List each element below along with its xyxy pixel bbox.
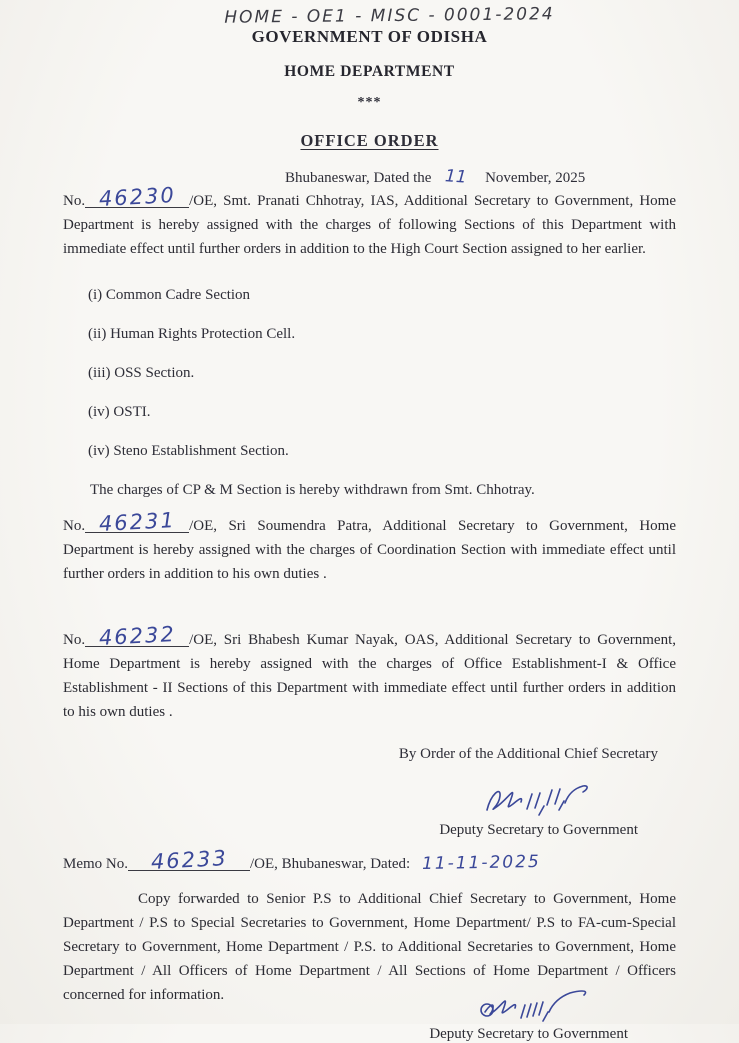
- signatory-title-1: Deputy Secretary to Government: [439, 822, 638, 838]
- handwritten-memo-date: 11-11-2025: [422, 851, 542, 875]
- memo-number-slot: [128, 846, 250, 874]
- order-1-no-label: No.: [63, 193, 86, 209]
- order-paragraph-2: [63, 508, 676, 586]
- by-order-line: By Order of the Additional Chief Secretary: [398, 746, 658, 762]
- order-1-body: /OE, Smt. Pranati Chhotray, IAS, Additional Secretary to Government, Home Department is hereby assigned with the charges of following Sections of this Department with immediate effect until further orders in addition to the High Court Section assigned to her earlier.: [63, 193, 676, 257]
- sections-list: [63, 283, 676, 463]
- order-paragraph-3: [63, 622, 676, 724]
- order-1-number-slot: [85, 183, 189, 211]
- handwritten-memo-number: 46233: [149, 846, 228, 874]
- memo-label: Memo No.: [63, 856, 128, 872]
- order-paragraph-1: [63, 183, 676, 261]
- handwritten-order-number-2: 46231: [98, 508, 177, 536]
- handwritten-order-number-3: 46232: [98, 622, 177, 650]
- handwritten-order-number-1: 46230: [98, 183, 177, 211]
- document-title: [63, 131, 676, 151]
- signature-scribble-2: [476, 985, 598, 1029]
- order-2-no-label: No.: [63, 518, 86, 534]
- document-title-text: OFFICE ORDER: [300, 131, 439, 150]
- order-2-number-slot: [85, 508, 189, 536]
- handwritten-file-number: HOME - OE1 - MISC - 0001-2024: [224, 4, 555, 28]
- signature-block-1: [63, 777, 638, 839]
- order-3-number-slot: [85, 622, 189, 650]
- withdrawal-note: The charges of CP & M Section is hereby withdrawn from Smt. Chhotray.: [90, 482, 535, 498]
- section-item-2: (ii) Human Rights Protection Cell.: [88, 326, 296, 342]
- order-3-body: /OE, Sri Bhabesh Kumar Nayak, OAS, Additional Secretary to Government, Home Department is hereby assigned with the charges of Office Establishment-I & Office Establishment - II Sections of this Department with immediate effect until further orders in addition to his own duties .: [63, 632, 676, 720]
- date-prefix: Bhubaneswar, Dated the: [285, 170, 432, 186]
- copy-forwarded-paragraph: Copy forwarded to Senior P.S to Additional Chief Secretary to Government, Home Department / P.S to Special Secretaries to Government, Home Department/ P.S to FA-cum-Special Secretary to Government, Home Department / P.S. to Additional Secretaries to Government, Home Department / All Officers of Home Department / All Sections of Home Department / Officers concerned for information.: [63, 891, 676, 1003]
- section-item-3: (iii) OSS Section.: [88, 365, 195, 381]
- separator-stars: ***: [357, 95, 382, 110]
- section-item-1: (i) Common Cadre Section: [88, 287, 251, 303]
- signature-scribble-1: [480, 777, 598, 823]
- date-suffix: November, 2025: [485, 170, 586, 186]
- handwritten-day: 11: [444, 166, 468, 188]
- signatory-title-2: Deputy Secretary to Government: [429, 1026, 628, 1042]
- section-item-5: (iv) Steno Establishment Section.: [88, 443, 289, 459]
- department-title: HOME DEPARTMENT: [284, 63, 455, 80]
- section-item-4: (iv) OSTI.: [88, 404, 151, 420]
- order-3-no-label: No.: [63, 632, 86, 648]
- government-title: GOVERNMENT OF ODISHA: [251, 27, 488, 46]
- memo-line: [63, 846, 676, 875]
- memo-after: /OE, Bhubaneswar, Dated:: [250, 856, 411, 872]
- order-2-body: /OE, Sri Soumendra Patra, Additional Secretary to Government, Home Department is hereby assigned with the charges of Coordination Section with immediate effect until further orders in addition to his own duties .: [63, 518, 676, 582]
